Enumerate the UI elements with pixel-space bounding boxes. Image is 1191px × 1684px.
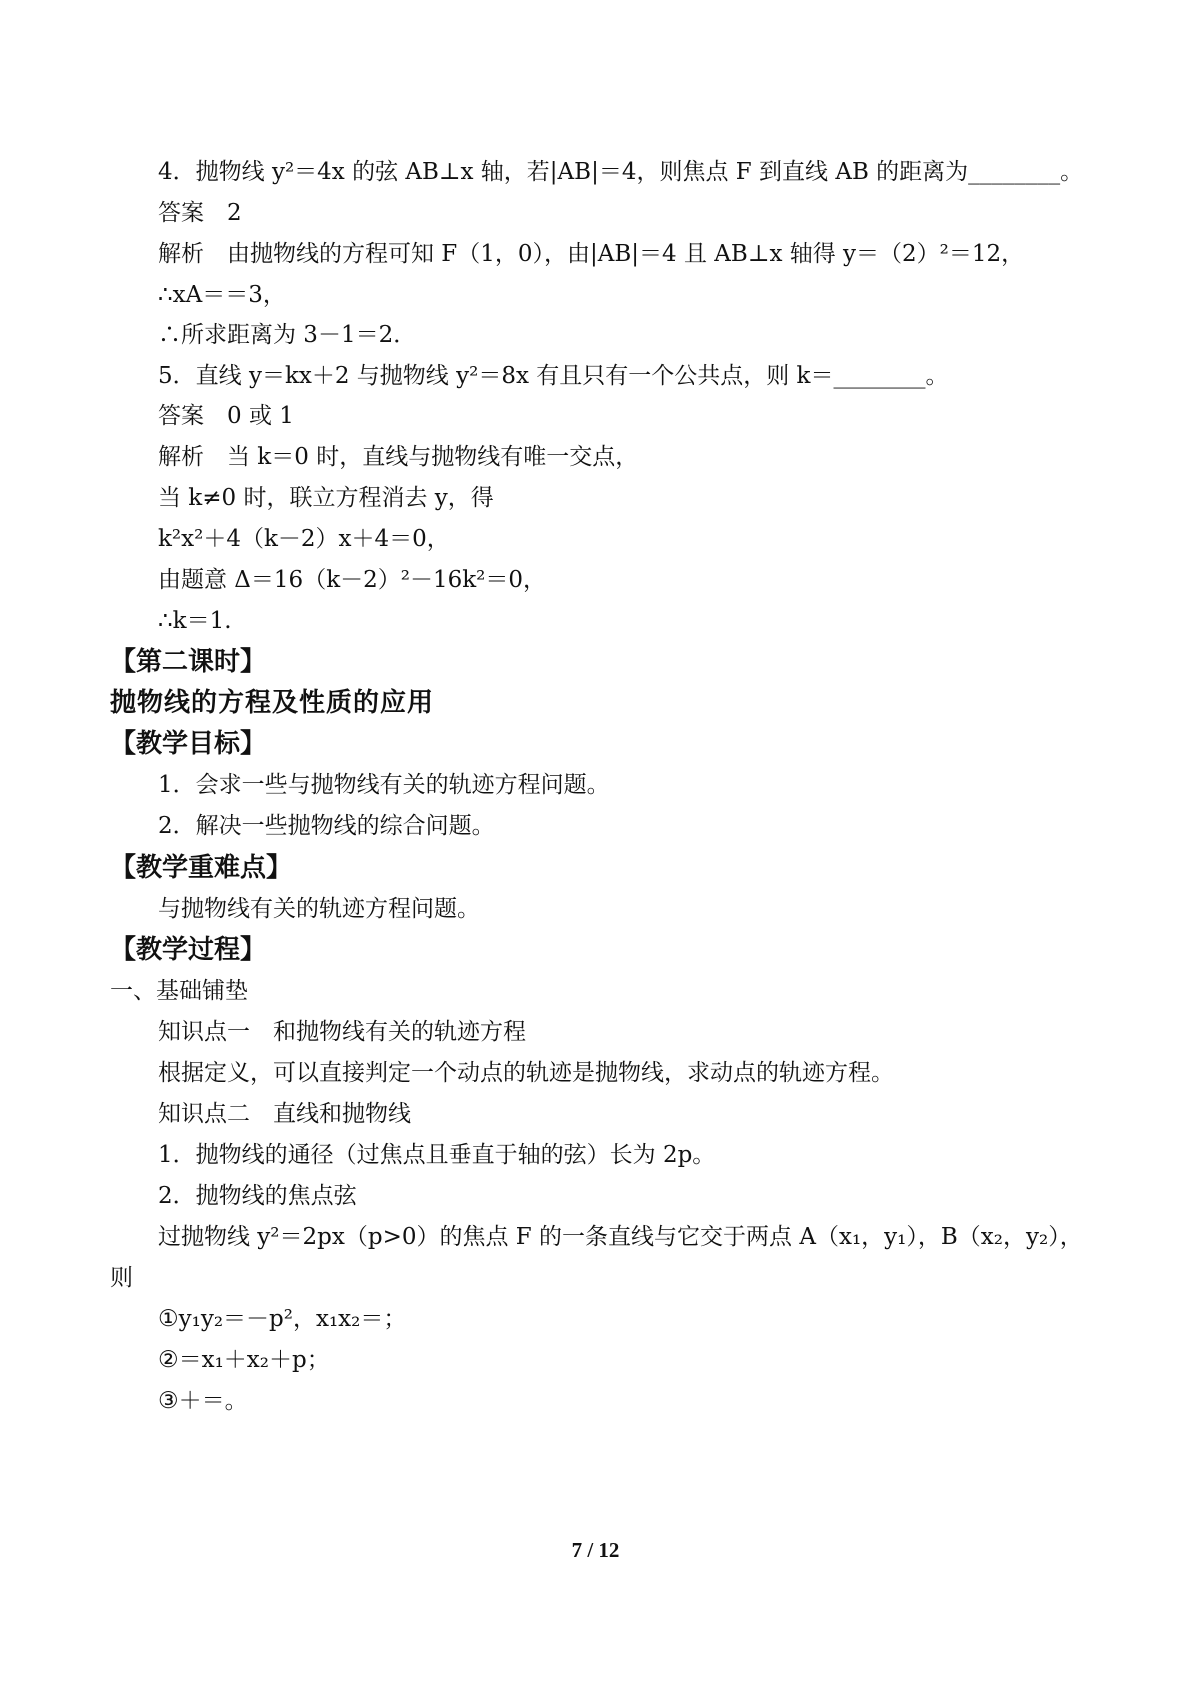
knowledge-point-1-text: 根据定义，可以直接判定一个动点的轨迹是抛物线，求动点的轨迹方程。 — [158, 1060, 894, 1086]
focal-chord-text: 过抛物线 y²＝2px（p>0）的焦点 F 的一条直线与它交于两点 A（x₁，y₁），B（x₂，y₂）， — [158, 1224, 1083, 1250]
knowledge-point-2-title: 知识点二 直线和抛物线 — [158, 1101, 411, 1127]
page-number: 7 / 12 — [571, 1538, 620, 1562]
subsection-basics: 一、基础铺垫 — [110, 978, 248, 1004]
property-1: ①y₁y₂＝－p²，x₁x₂＝； — [158, 1306, 407, 1332]
key-point-text: 与抛物线有关的轨迹方程问题。 — [158, 896, 480, 922]
knowledge-point-1-title: 知识点一 和抛物线有关的轨迹方程 — [158, 1019, 526, 1045]
answer-5: 答案 0 或 1 — [158, 403, 294, 429]
focal-chord-item: 2．抛物线的焦点弦 — [158, 1183, 357, 1209]
analysis-5-line-2: 当 k≠0 时，联立方程消去 y，得 — [158, 485, 494, 511]
objective-1: 1．会求一些与抛物线有关的轨迹方程问题。 — [158, 772, 610, 798]
analysis-5-line-4: 由题意 Δ＝16（k－2）²－16k²＝0， — [158, 567, 547, 593]
objective-2: 2．解决一些抛物线的综合问题。 — [158, 813, 495, 839]
analysis-5-line-3: k²x²＋4（k－2）x＋4＝0， — [158, 526, 450, 552]
section-heading-second-lesson: 【第二课时】 — [110, 647, 267, 677]
analysis-4-line-2: ∴xA＝＝3， — [158, 282, 286, 308]
section-heading-key-points: 【教学重难点】 — [110, 853, 293, 883]
problem-5: 5．直线 y＝kx＋2 与抛物线 y²＝8x 有且只有一个公共点，则 k＝________。 — [158, 363, 949, 389]
section-heading-objectives: 【教学目标】 — [110, 729, 267, 759]
analysis-4-line-3: ∴所求距离为 3－1＝2． — [158, 322, 417, 348]
problem-4: 4．抛物线 y²＝4x 的弦 AB⊥x 轴，若|AB|＝4，则焦点 F 到直线 AB 的距离为________。 — [158, 159, 1084, 185]
answer-4: 答案 2 — [158, 200, 242, 226]
analysis-5-line-5: ∴k＝1. — [158, 608, 232, 634]
latus-rectum-item: 1．抛物线的通径（过焦点且垂直于轴的弦）长为 2p。 — [158, 1142, 716, 1168]
lesson-title: 抛物线的方程及性质的应用 — [110, 688, 435, 718]
property-3: ③＋＝。 — [158, 1388, 248, 1414]
analysis-4-line-1: 解析 由抛物线的方程可知 F（1，0），由|AB|＝4 且 AB⊥x 轴得 y＝（2）²＝12， — [158, 241, 1025, 267]
section-heading-process: 【教学过程】 — [110, 935, 267, 965]
property-2: ②＝x₁＋x₂＋p； — [158, 1347, 330, 1373]
focal-chord-text-cont: 则 — [110, 1265, 133, 1291]
analysis-5-line-1: 解析 当 k＝0 时，直线与抛物线有唯一交点， — [158, 444, 639, 470]
